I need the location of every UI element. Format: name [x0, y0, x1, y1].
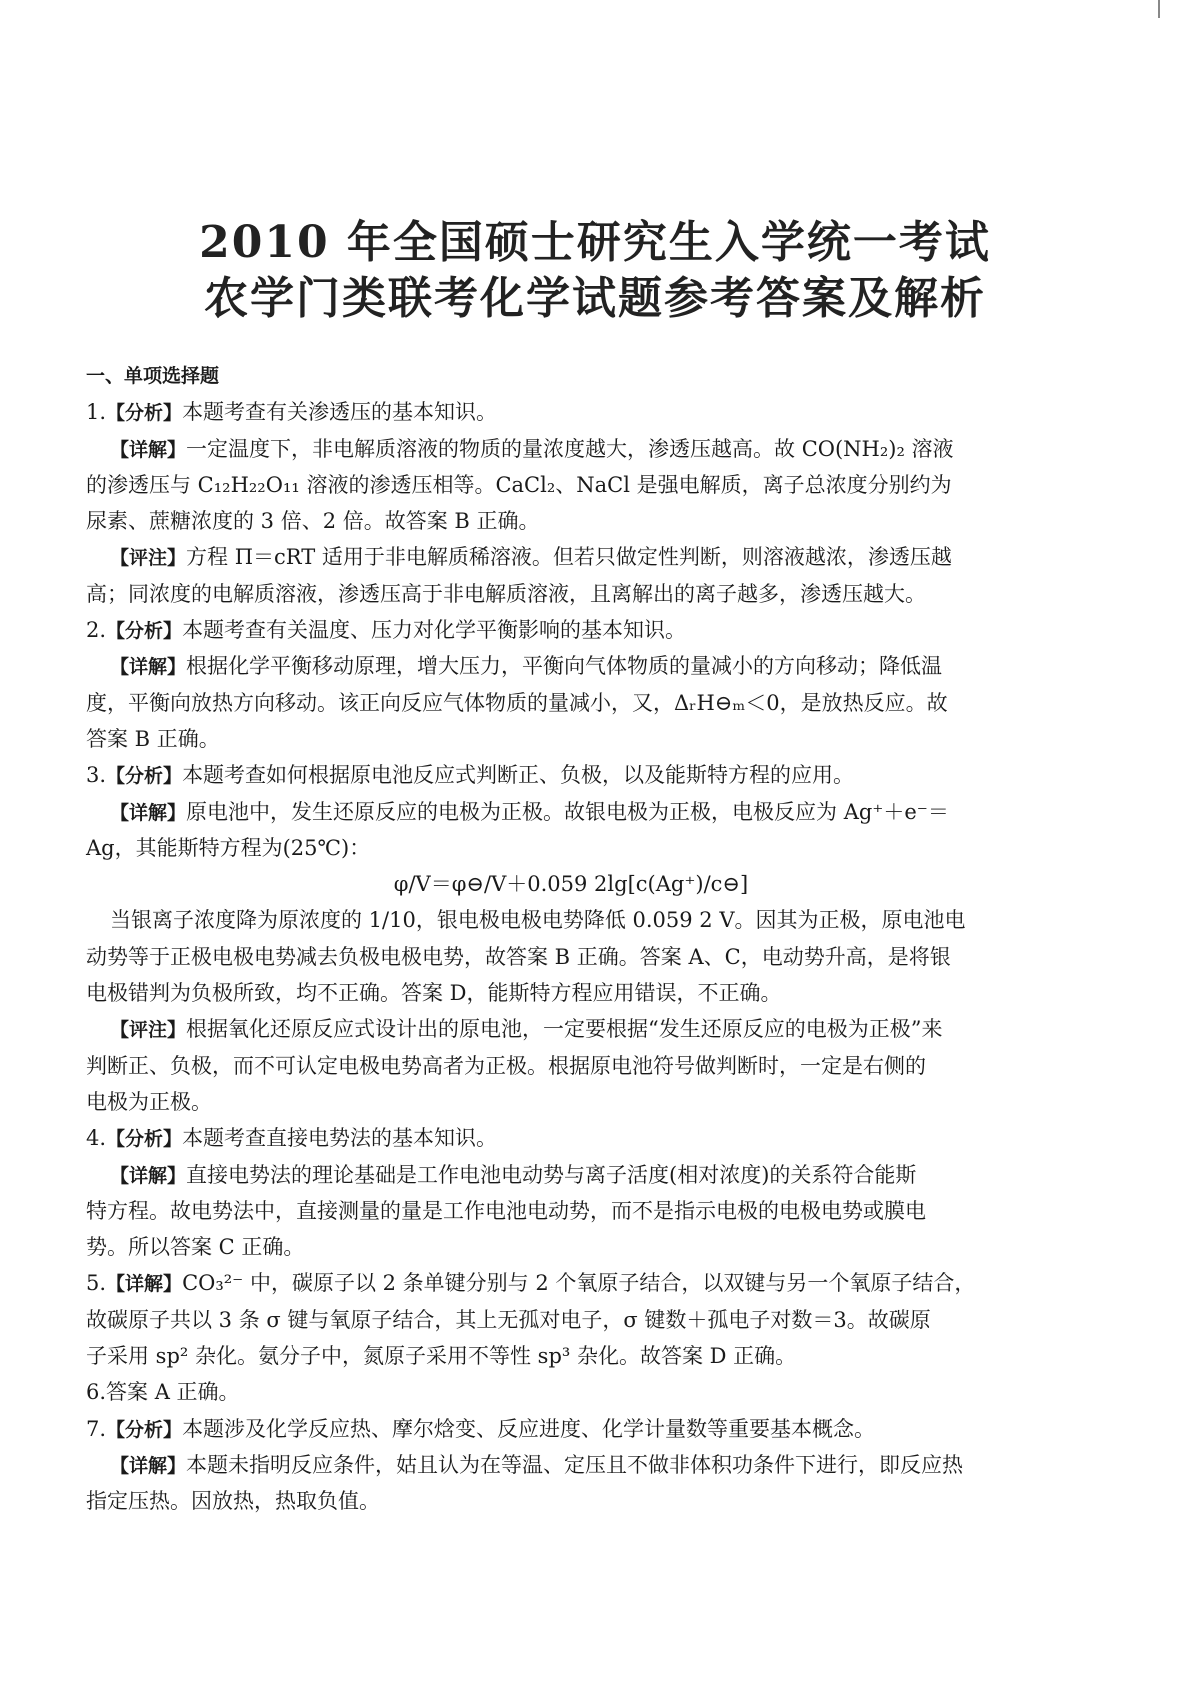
analysis-tag: 【分析】 [106, 765, 183, 788]
q2-detail-text-3: 答案 B 正确。 [86, 726, 220, 751]
q1-analysis-text: 本题考查有关渗透压的基本知识。 [182, 400, 498, 425]
q7-detail-line [86, 1447, 1056, 1483]
analysis-tag: 【分析】 [106, 620, 183, 643]
detail-tag: 【详解】 [110, 801, 187, 824]
q3-analysis-line [86, 757, 1056, 793]
q4-detail-line [86, 1157, 1056, 1193]
q4-analysis-line [86, 1120, 1056, 1156]
q5-number: 5. [86, 1271, 107, 1296]
q1-analysis-line [86, 394, 1056, 430]
q3-detail-text-5: 电极错判为负极所致，均不正确。答案 D，能斯特方程应用错误，不正确。 [86, 981, 782, 1006]
nernst-formula: φ/V＝φ⊖/V＋0.059 2lg[c(Ag⁺)/c⊖] [393, 872, 749, 897]
q7-number: 7. [86, 1416, 107, 1441]
q3-number: 3. [86, 763, 107, 788]
detail-tag: 【详解】 [110, 1164, 187, 1187]
q1-detail-text-3: 尿素、蔗糖浓度的 3 倍、2 倍。故答案 B 正确。 [86, 509, 540, 534]
q3-comment-text-3: 电极为正极。 [86, 1089, 212, 1114]
q3-comment-text-2: 判断正、负极，而不可认定电极电势高者为正极。根据原电池符号做判断时，一定是右侧的 [86, 1053, 926, 1078]
q4-detail-text-3: 势。所以答案 C 正确。 [86, 1235, 305, 1260]
q2-analysis-line [86, 612, 1056, 648]
q3-comment-line [86, 1011, 1056, 1047]
analysis-tag: 【分析】 [106, 1418, 183, 1441]
analysis-tag: 【分析】 [106, 402, 183, 425]
q5-detail-text-3: 子采用 sp² 杂化。氨分子中，氮原子采用不等性 sp³ 杂化。故答案 D 正确。 [86, 1344, 797, 1369]
q1-detail-text-2: 的渗透压与 C₁₂H₂₂O₁₁ 溶液的渗透压相等。CaCl₂、NaCl 是强电解质，离子总浓度分别约为 [86, 472, 952, 497]
q3-detail-text-4: 动势等于正极电极电势减去负极电极电势，故答案 B 正确。答案 A、C，电动势升高，是将银 [86, 944, 951, 969]
q5-detail-line [86, 1265, 1056, 1301]
q2-analysis-text: 本题考查有关温度、压力对化学平衡影响的基本知识。 [182, 618, 687, 643]
q7-detail-text-2: 指定压热。因放热，热取负值。 [86, 1489, 380, 1514]
q1-detail-line [86, 431, 1056, 467]
q4-analysis-text: 本题考查直接电势法的基本知识。 [182, 1126, 498, 1151]
section-heading: 一、单项选择题 [86, 365, 220, 387]
q1-comment-text-2: 高；同浓度的电解质溶液，渗透压高于非电解质溶液，且离解出的离子越多，渗透压越大。 [86, 581, 926, 606]
q2-number: 2. [86, 618, 107, 643]
q3-detail-line [86, 794, 1056, 830]
page-title-line-2: 农学门类联考化学试题参考答案及解析 [204, 273, 986, 324]
detail-tag: 【详解】 [110, 656, 187, 679]
q5-detail-text-2: 故碳原子共以 3 条 σ 键与氧原子结合，其上无孤对电子，σ 键数＋孤电子对数＝3。故碳原 [86, 1307, 931, 1332]
q2-detail-text-1: 根据化学平衡移动原理，增大压力，平衡向气体物质的量减小的方向移动；降低温 [186, 654, 943, 679]
detail-tag: 【详解】 [110, 1454, 187, 1477]
analysis-tag: 【分析】 [106, 1128, 183, 1151]
q3-detail-text-3: 当银离子浓度降为原浓度的 1/10，银电极电极电势降低 0.059 2 V。因其为正极，原电池电 [110, 908, 966, 933]
q7-detail-text-1: 本题未指明反应条件，姑且认为在等温、定压且不做非体积功条件下进行，即反应热 [186, 1452, 964, 1477]
q5-detail-text-1: CO₃²⁻ 中，碳原子以 2 条单键分别与 2 个氧原子结合，以双键与另一个氧原子结合， [182, 1271, 976, 1296]
comment-tag: 【评注】 [110, 1019, 187, 1042]
q4-detail-text-2: 特方程。故电势法中，直接测量的量是工作电池电动势，而不是指示电极的电极电势或膜电 [86, 1198, 926, 1223]
q3-analysis-text: 本题考查如何根据原电池反应式判断正、负极，以及能斯特方程的应用。 [182, 763, 855, 788]
q1-comment-text-1: 方程 Π＝cRT 适用于非电解质稀溶液。但若只做定性判断，则溶液越浓，渗透压越 [186, 545, 952, 570]
detail-tag: 【详解】 [106, 1273, 183, 1296]
q7-analysis-text: 本题涉及化学反应热、摩尔焓变、反应进度、化学计量数等重要基本概念。 [182, 1416, 876, 1441]
q3-detail-text-2: Ag，其能斯特方程为(25℃)： [86, 835, 371, 860]
q4-number: 4. [86, 1126, 107, 1151]
q1-number: 1. [86, 400, 107, 425]
q6-answer-line: 6.答案 A 正确。 [86, 1380, 240, 1405]
q3-comment-text-1: 根据氧化还原反应式设计出的原电池，一定要根据“发生还原反应的电极为正极”来 [186, 1017, 943, 1042]
page-title-line-1: 2010 年全国硕士研究生入学统一考试 [199, 217, 991, 268]
q2-detail-text-2: 度，平衡向放热方向移动。该正向反应气体物质的量减小，又，ΔᵣH⊖ₘ＜0，是放热反应。故 [86, 690, 948, 715]
q3-detail-text-1: 原电池中，发生还原反应的电极为正极。故银电极为正极，电极反应为 Ag⁺＋e⁻＝ [186, 799, 949, 824]
q7-analysis-line [86, 1411, 1056, 1447]
comment-tag: 【评注】 [110, 547, 187, 570]
q1-comment-line [86, 539, 1056, 575]
detail-tag: 【详解】 [110, 438, 187, 461]
q4-detail-text-1: 直接电势法的理论基础是工作电池电动势与离子活度(相对浓度)的关系符合能斯 [186, 1162, 917, 1187]
answer-content [86, 358, 1056, 1520]
q1-detail-text-1: 一定温度下，非电解质溶液的物质的量浓度越大，渗透压越高。故 CO(NH₂)₂ 溶液 [186, 436, 954, 461]
q2-detail-line [86, 648, 1056, 684]
scan-edge-mark [1158, 0, 1160, 18]
